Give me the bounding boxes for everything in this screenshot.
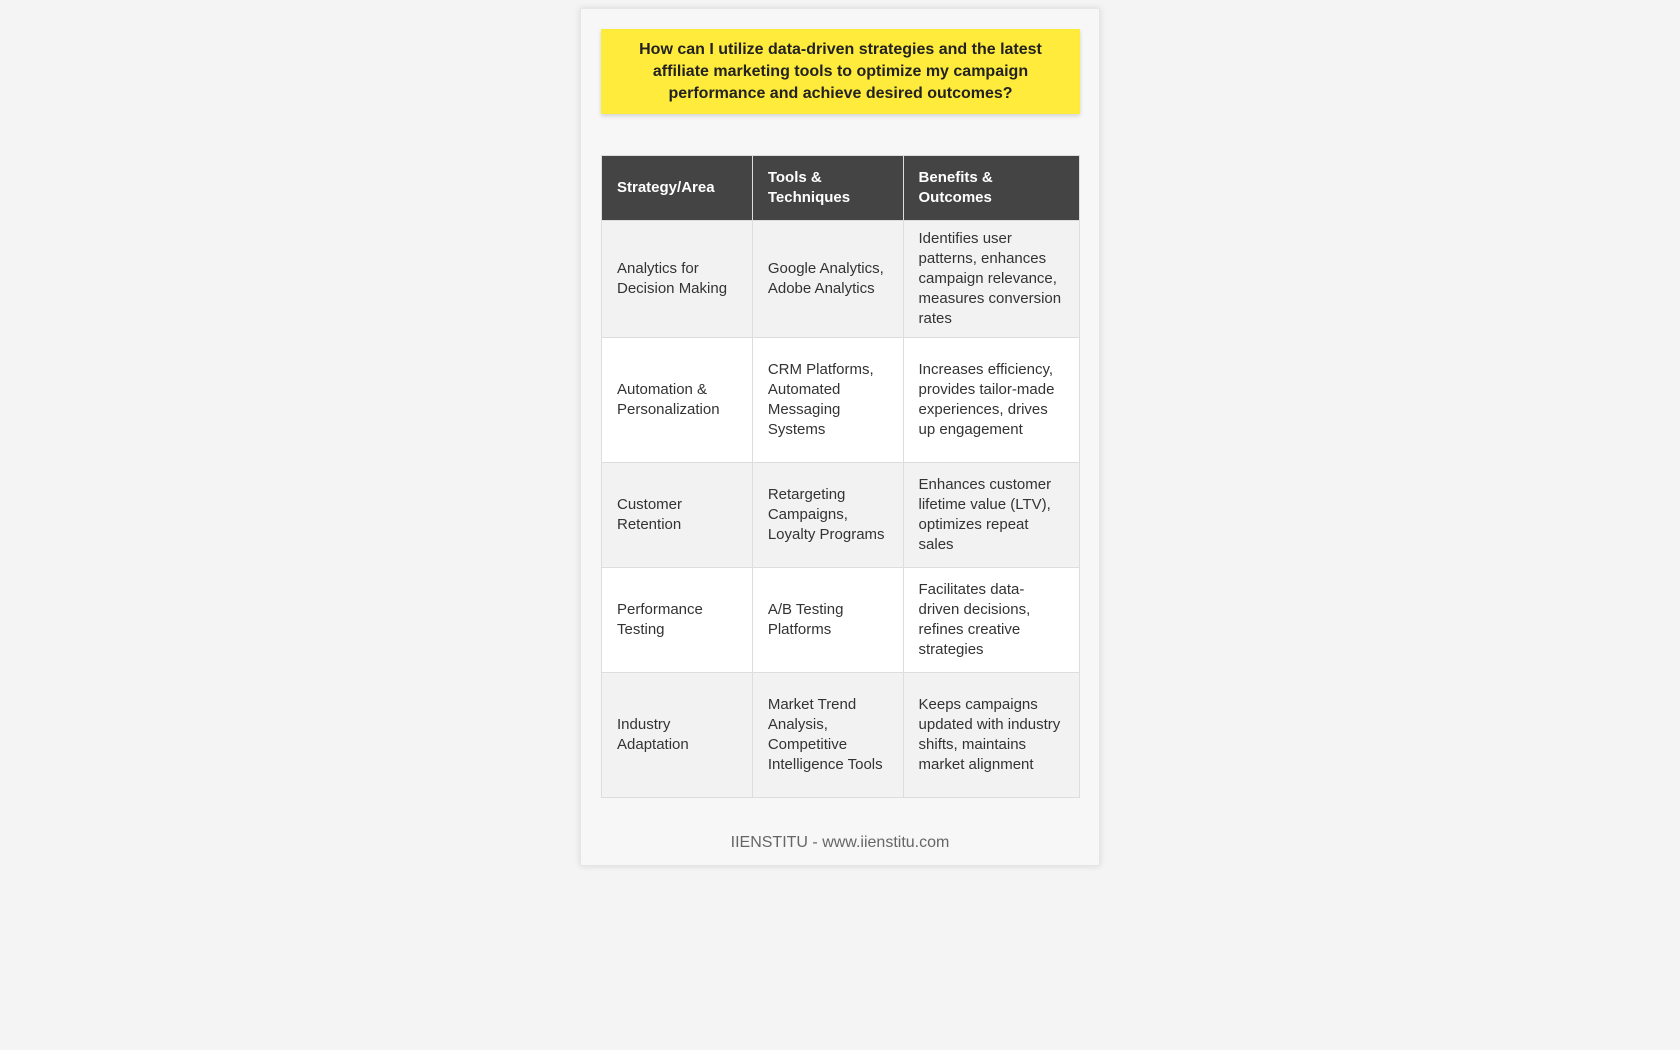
table-row bbox=[602, 221, 1080, 338]
cell-tools: Google Analytics, Adobe Analytics bbox=[752, 221, 903, 338]
cell-strategy: Automation & Personalization bbox=[602, 338, 753, 463]
cell-tools: A/B Testing Platforms bbox=[752, 568, 903, 673]
cell-benefits: Increases efficiency, provides tailor-made experiences, drives up engagement bbox=[903, 338, 1079, 463]
cell-tools: CRM Platforms, Automated Messaging Systems bbox=[752, 338, 903, 463]
cell-strategy: Analytics for Decision Making bbox=[602, 221, 753, 338]
strategy-table bbox=[601, 155, 1080, 798]
question-banner: How can I utilize data-driven strategies and the latest affiliate marketing tools to optimize my campaign performance and achieve desired outcomes? bbox=[601, 29, 1080, 114]
cell-strategy: Customer Retention bbox=[602, 463, 753, 568]
header-strategy: Strategy/Area bbox=[602, 156, 753, 221]
cell-tools: Market Trend Analysis, Competitive Intelligence Tools bbox=[752, 673, 903, 798]
cell-tools: Retargeting Campaigns, Loyalty Programs bbox=[752, 463, 903, 568]
cell-benefits: Facilitates data-driven decisions, refines creative strategies bbox=[903, 568, 1079, 673]
table-header-row bbox=[602, 156, 1080, 221]
footer-credit: IIENSTITU - www.iienstitu.com bbox=[730, 834, 950, 851]
table-row bbox=[602, 673, 1080, 798]
cell-benefits: Identifies user patterns, enhances campaign relevance, measures conversion rates bbox=[903, 221, 1079, 338]
table-row bbox=[602, 463, 1080, 568]
table-row bbox=[602, 568, 1080, 673]
table-row bbox=[602, 338, 1080, 463]
cell-strategy: Industry Adaptation bbox=[602, 673, 753, 798]
cell-strategy: Performance Testing bbox=[602, 568, 753, 673]
content-card bbox=[580, 8, 1100, 866]
cell-benefits: Keeps campaigns updated with industry shifts, maintains market alignment bbox=[903, 673, 1079, 798]
header-tools: Tools & Techniques bbox=[752, 156, 903, 221]
cell-benefits: Enhances customer lifetime value (LTV), optimizes repeat sales bbox=[903, 463, 1079, 568]
header-benefits: Benefits & Outcomes bbox=[903, 156, 1079, 221]
